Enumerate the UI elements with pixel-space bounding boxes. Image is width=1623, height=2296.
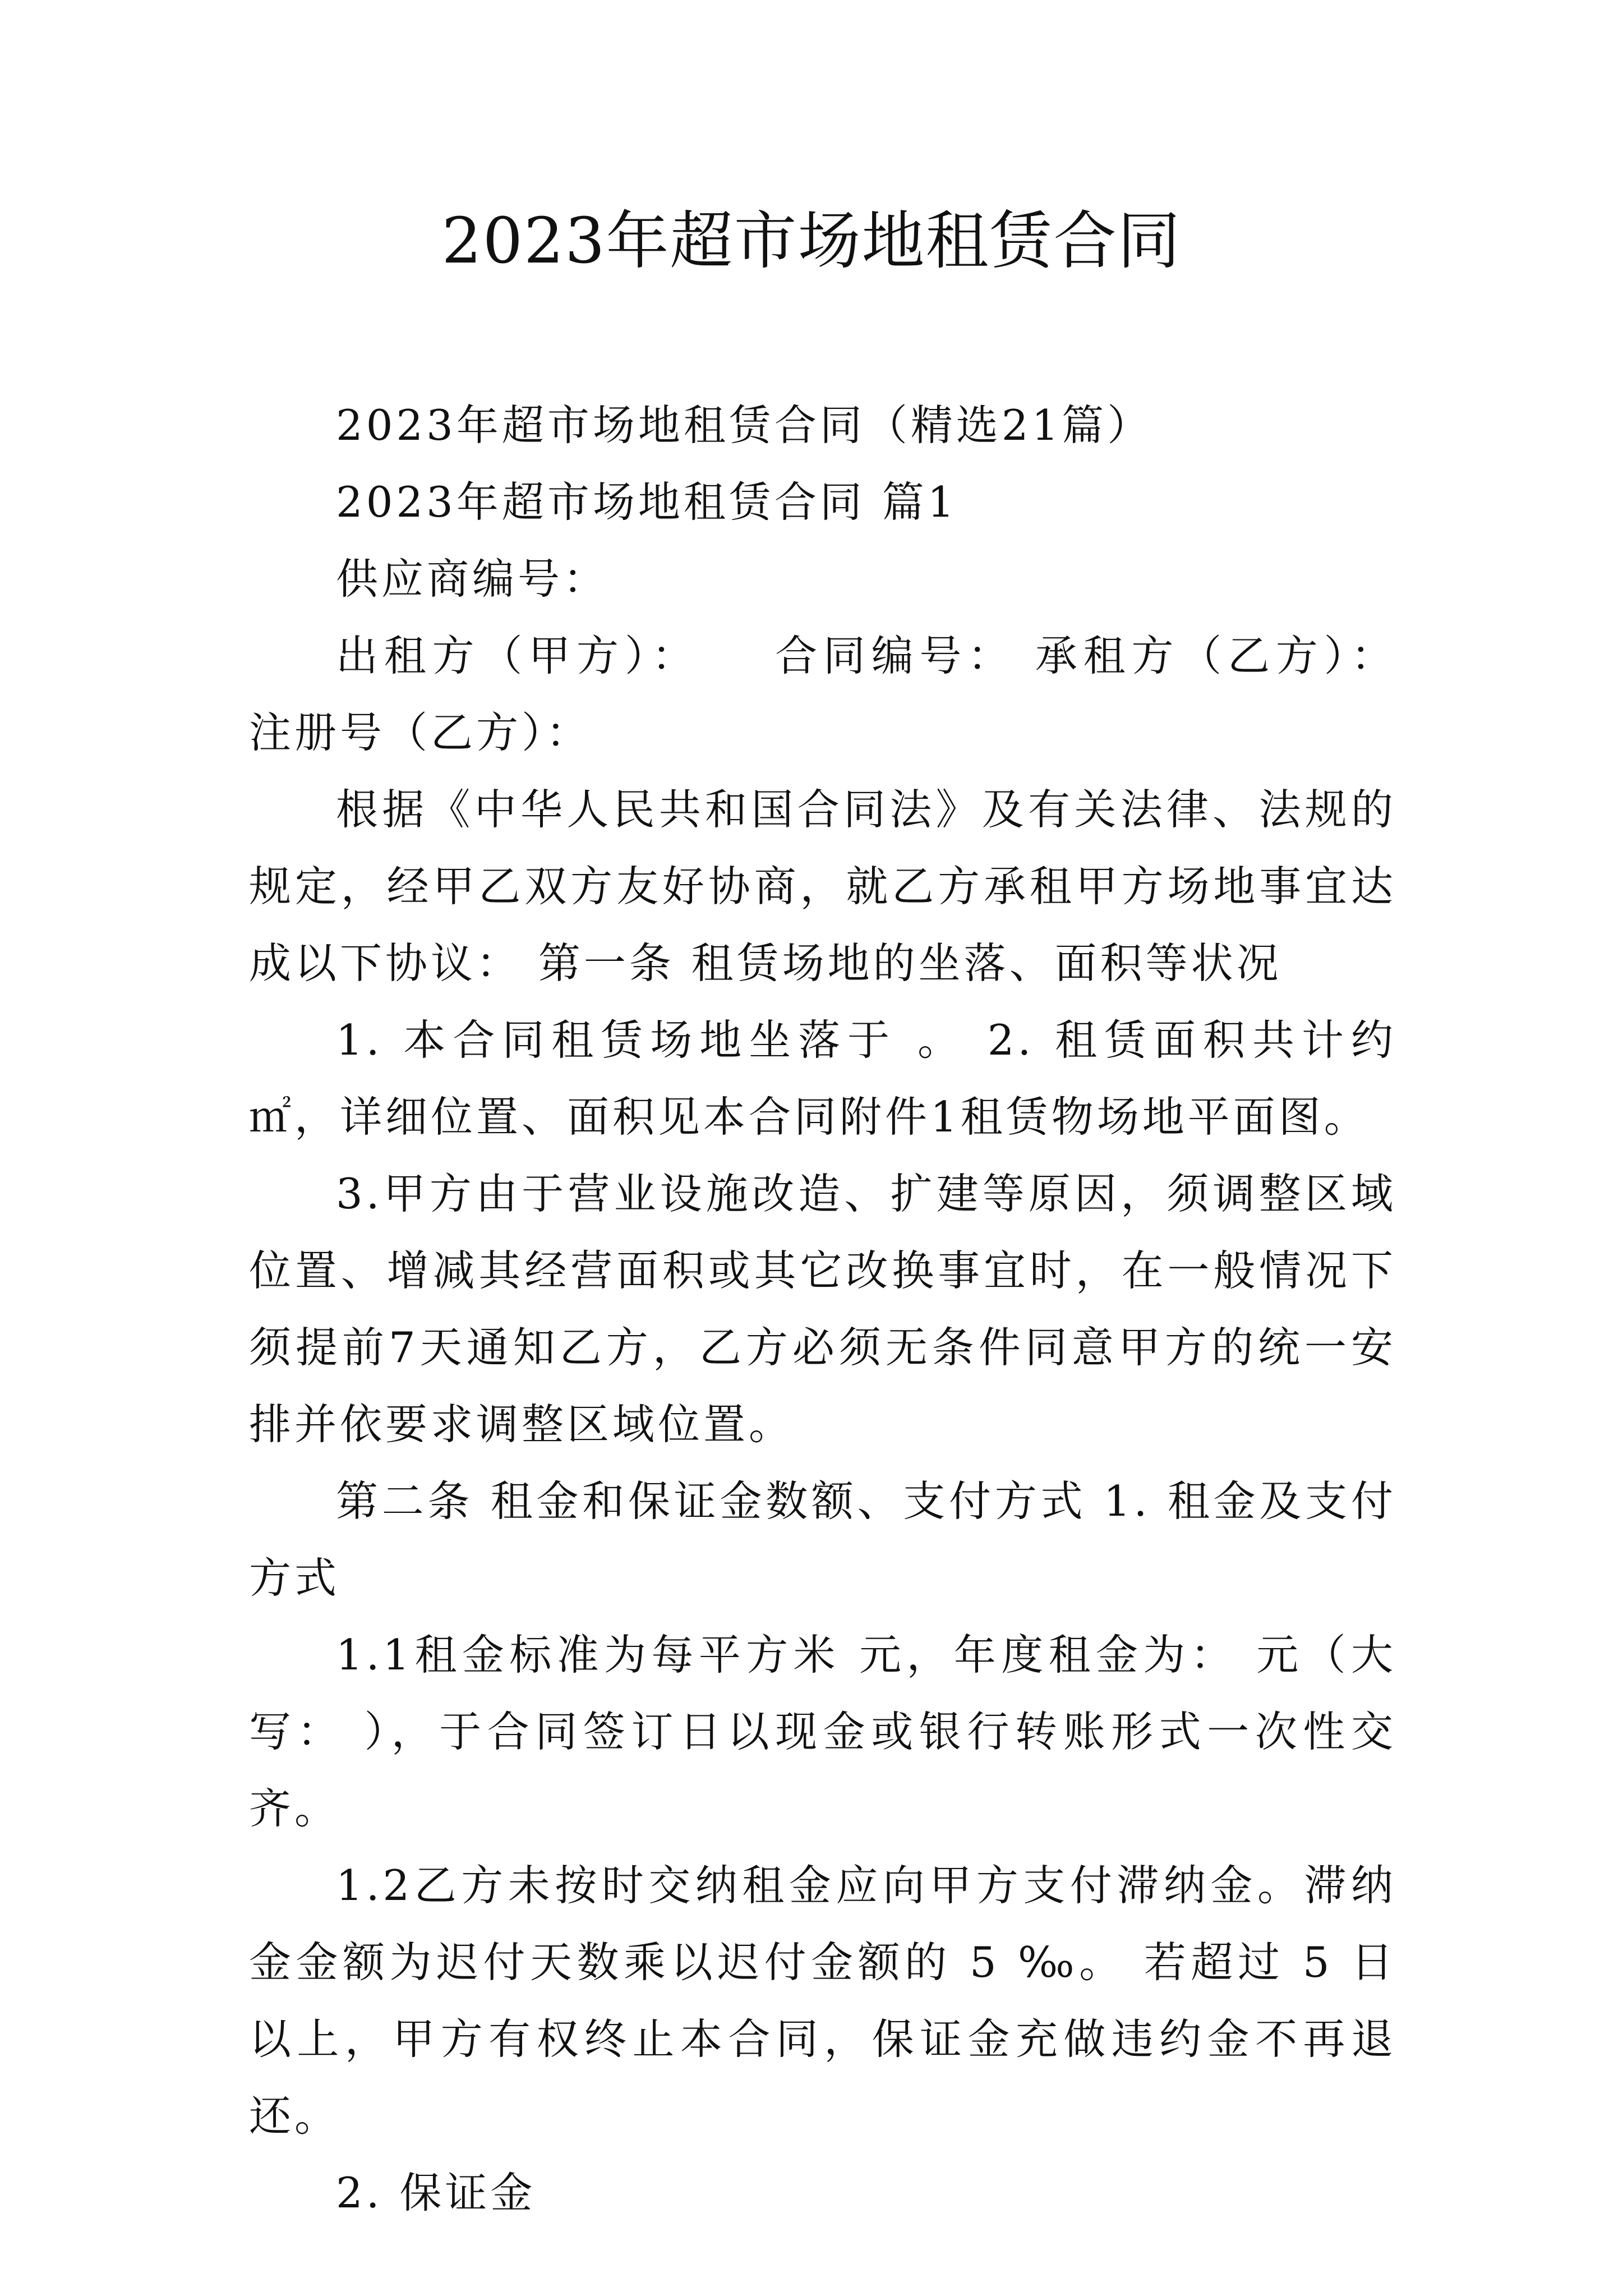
paragraph-subtitle: 2023年超市场地租赁合同（精选21篇） [336, 401, 1153, 450]
paragraph-preamble: 根据《中华人民共和国合同法》及有关法律、法规的规定，经甲乙双方友好协商，就乙方承租甲方场地事宜达成以下协议： 第一条 租赁场地的坐落、面积等状况 [249, 785, 1396, 988]
paragraph-article-two: 第二条 租金和保证金数额、支付方式 1. 租金及支付方式 [249, 1476, 1396, 1603]
paragraph-section-heading: 2023年超市场地租赁合同 篇1 [336, 477, 958, 527]
paragraph-supplier-number: 供应商编号： [336, 554, 609, 604]
paragraph-location-area: 1. 本合同租赁场地坐落于 。 2. 租赁面积共计约 ㎡，详细位置、面积见本合同附件1租赁物场地平面图。 [249, 1015, 1396, 1142]
paragraph-deposit: 2. 保证金 [336, 2168, 536, 2217]
paragraph-rent-standard: 1.1租金标准为每平方米 元，年度租金为： 元（大写： ），于合同签订日以现金或银行转账形式一次性交齐。 [249, 1630, 1396, 1833]
document-title: 2023年超市场地租赁合同 [441, 205, 1182, 278]
paragraph-adjustment: 3.甲方由于营业设施改造、扩建等原因，须调整区域位置、增减其经营面积或其它改换事宜时，在一般情况下须提前7天通知乙方，乙方必须无条件同意甲方的统一安排并依要求调整区域位置。 [249, 1169, 1396, 1449]
document-body [249, 387, 1396, 2231]
paragraph-parties: 出租方（甲方）： 合同编号： 承租方（乙方）： 注册号（乙方）： [249, 631, 1396, 757]
paragraph-late-fee: 1.2乙方未按时交纳租金应向甲方支付滞纳金。滞纳金金额为迟付天数乘以迟付金额的 5 ‰。 若超过 5 日以上，甲方有权终止本合同，保证金充做违约金不再退还。 [249, 1861, 1396, 2141]
